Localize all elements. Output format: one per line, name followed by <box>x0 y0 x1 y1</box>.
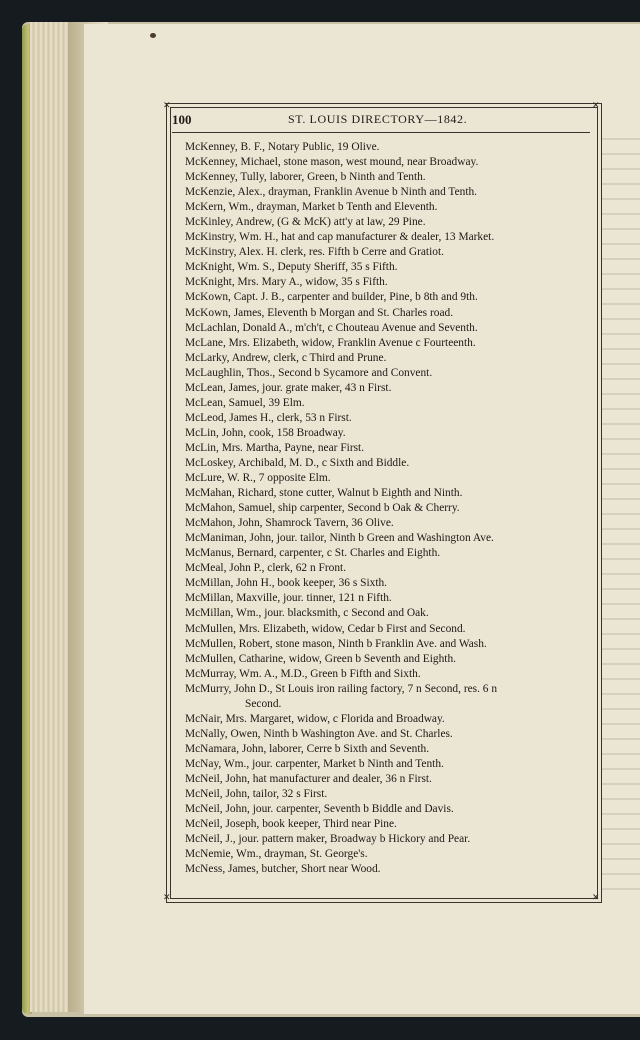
directory-entry: McNemie, Wm., drayman, St. George's. <box>185 848 368 861</box>
directory-entry: McLure, W. R., 7 opposite Elm. <box>185 472 331 485</box>
page-header <box>172 110 590 133</box>
directory-entry: McKinstry, Alex. H. clerk, res. Fifth b Cerre and Gratiot. <box>185 246 444 259</box>
directory-entry: McKenney, Tully, laborer, Green, b Ninth and Tenth. <box>185 171 426 184</box>
directory-entry: McKown, Capt. J. B., carpenter and builder, Pine, b 8th and 9th. <box>185 291 478 304</box>
directory-entry: McLean, Samuel, 39 Elm. <box>185 396 305 409</box>
directory-entry: McNamara, John, laborer, Cerre b Sixth and Seventh. <box>185 742 430 755</box>
directory-entry: McLin, Mrs. Martha, Payne, near First. <box>185 441 365 454</box>
directory-entry: McLean, James, jour. grate maker, 43 n First. <box>185 381 392 394</box>
running-title: ST. LOUIS DIRECTORY—1842. <box>288 112 468 126</box>
directory-entry: McManiman, John, jour. tailor, Ninth b Green and Washington Ave. <box>185 532 494 545</box>
directory-entry: McMullen, Catharine, widow, Green b Seventh and Eighth. <box>185 652 456 665</box>
directory-entry: McLeod, James H., clerk, 53 n First. <box>185 411 352 424</box>
directory-entry: McNess, James, butcher, Short near Wood. <box>185 863 381 876</box>
directory-entry: McMullen, Robert, stone mason, Ninth b Franklin Ave. and Wash. <box>185 637 487 650</box>
directory-entry: McNeil, John, hat manufacturer and dealer, 36 n First. <box>185 772 432 785</box>
directory-entry: Second. <box>245 697 282 710</box>
page-number: 100 <box>172 112 192 127</box>
directory-entry: McKenney, B. F., Notary Public, 19 Olive. <box>185 141 380 153</box>
directory-entry: McMillan, John H., book keeper, 36 s Sixth. <box>185 577 388 590</box>
directory-entry: McMurry, John D., St Louis iron railing factory, 7 n Second, res. 6 n <box>185 682 498 695</box>
directory-entry: McLane, Mrs. Elizabeth, widow, Franklin Avenue c Fourteenth. <box>185 336 476 349</box>
directory-entry: McMahan, Richard, stone cutter, Walnut b Eighth and Ninth. <box>185 487 463 500</box>
directory-entry: McNair, Mrs. Margaret, widow, c Florida and Broadway. <box>185 712 445 725</box>
directory-entry: McMahon, John, Shamrock Tavern, 36 Olive. <box>185 517 394 530</box>
directory-entry: McLaughlin, Thos., Second b Sycamore and Convent. <box>185 366 433 379</box>
directory-entry: McMullen, Mrs. Elizabeth, widow, Cedar b First and Second. <box>185 622 466 635</box>
directory-entry: McNay, Wm., jour. carpenter, Market b Ninth and Tenth. <box>185 757 444 770</box>
directory-entry: McKenzie, Alex., drayman, Franklin Avenue b Ninth and Tenth. <box>185 186 478 199</box>
directory-entry: McKinstry, Wm. H., hat and cap manufacturer & dealer, 13 Market. <box>185 231 495 244</box>
directory-entry: McNally, Owen, Ninth b Washington Ave. and St. Charles. <box>185 727 453 740</box>
corner-ornament: ✕ <box>163 100 171 110</box>
directory-entry: McKern, Wm., drayman, Market b Tenth and Eleventh. <box>185 201 438 214</box>
directory-entry: McNeil, John, jour. carpenter, Seventh b Biddle and Davis. <box>185 803 454 816</box>
directory-entry: McNeil, J., jour. pattern maker, Broadway b Hickory and Pear. <box>185 833 471 846</box>
corner-ornament: ✕ <box>163 892 171 902</box>
directory-entry: McMeal, John P., clerk, 62 n Front. <box>185 562 347 575</box>
directory-entry: McMillan, Maxville, jour. tinner, 121 n Fifth. <box>185 592 392 605</box>
directory-entry: McNeil, John, tailor, 32 s First. <box>185 788 328 801</box>
directory-entry: McMillan, Wm., jour. blacksmith, c Second and Oak. <box>185 607 429 620</box>
directory-entry: McLoskey, Archibald, M. D., c Sixth and Biddle. <box>185 456 410 469</box>
directory-entry: McKnight, Wm. S., Deputy Sheriff, 35 s Fifth. <box>185 261 398 274</box>
directory-entry: McLarky, Andrew, clerk, c Third and Prune. <box>185 351 387 364</box>
directory-entry: McKnight, Mrs. Mary A., widow, 35 s Fifth. <box>185 276 388 289</box>
directory-entry: McLachlan, Donald A., m'ch't, c Chouteau Avenue and Seventh. <box>185 321 478 334</box>
directory-entry: McMurray, Wm. A., M.D., Green b Fifth and Sixth. <box>185 667 421 680</box>
directory-entry: McKinley, Andrew, (G & McK) att'y at law, 29 Pine. <box>185 216 426 229</box>
corner-ornament: ✕ <box>592 892 600 902</box>
corner-ornament: ✕ <box>592 100 600 110</box>
directory-entry: McKenney, Michael, stone mason, west mound, near Broadway. <box>185 156 479 169</box>
directory-entry: McMahon, Samuel, ship carpenter, Second b Oak & Cherry. <box>185 502 460 515</box>
directory-entry: McKown, James, Eleventh b Morgan and St. Charles road. <box>185 306 454 319</box>
show-through-text <box>598 130 640 890</box>
directory-entry: McLin, John, cook, 158 Broadway. <box>185 426 346 439</box>
directory-entries <box>185 140 590 877</box>
directory-entry: McManus, Bernard, carpenter, c St. Charles and Eighth. <box>185 547 441 560</box>
directory-entry: McNeil, Joseph, book keeper, Third near Pine. <box>185 818 397 831</box>
ink-spot <box>150 33 156 38</box>
